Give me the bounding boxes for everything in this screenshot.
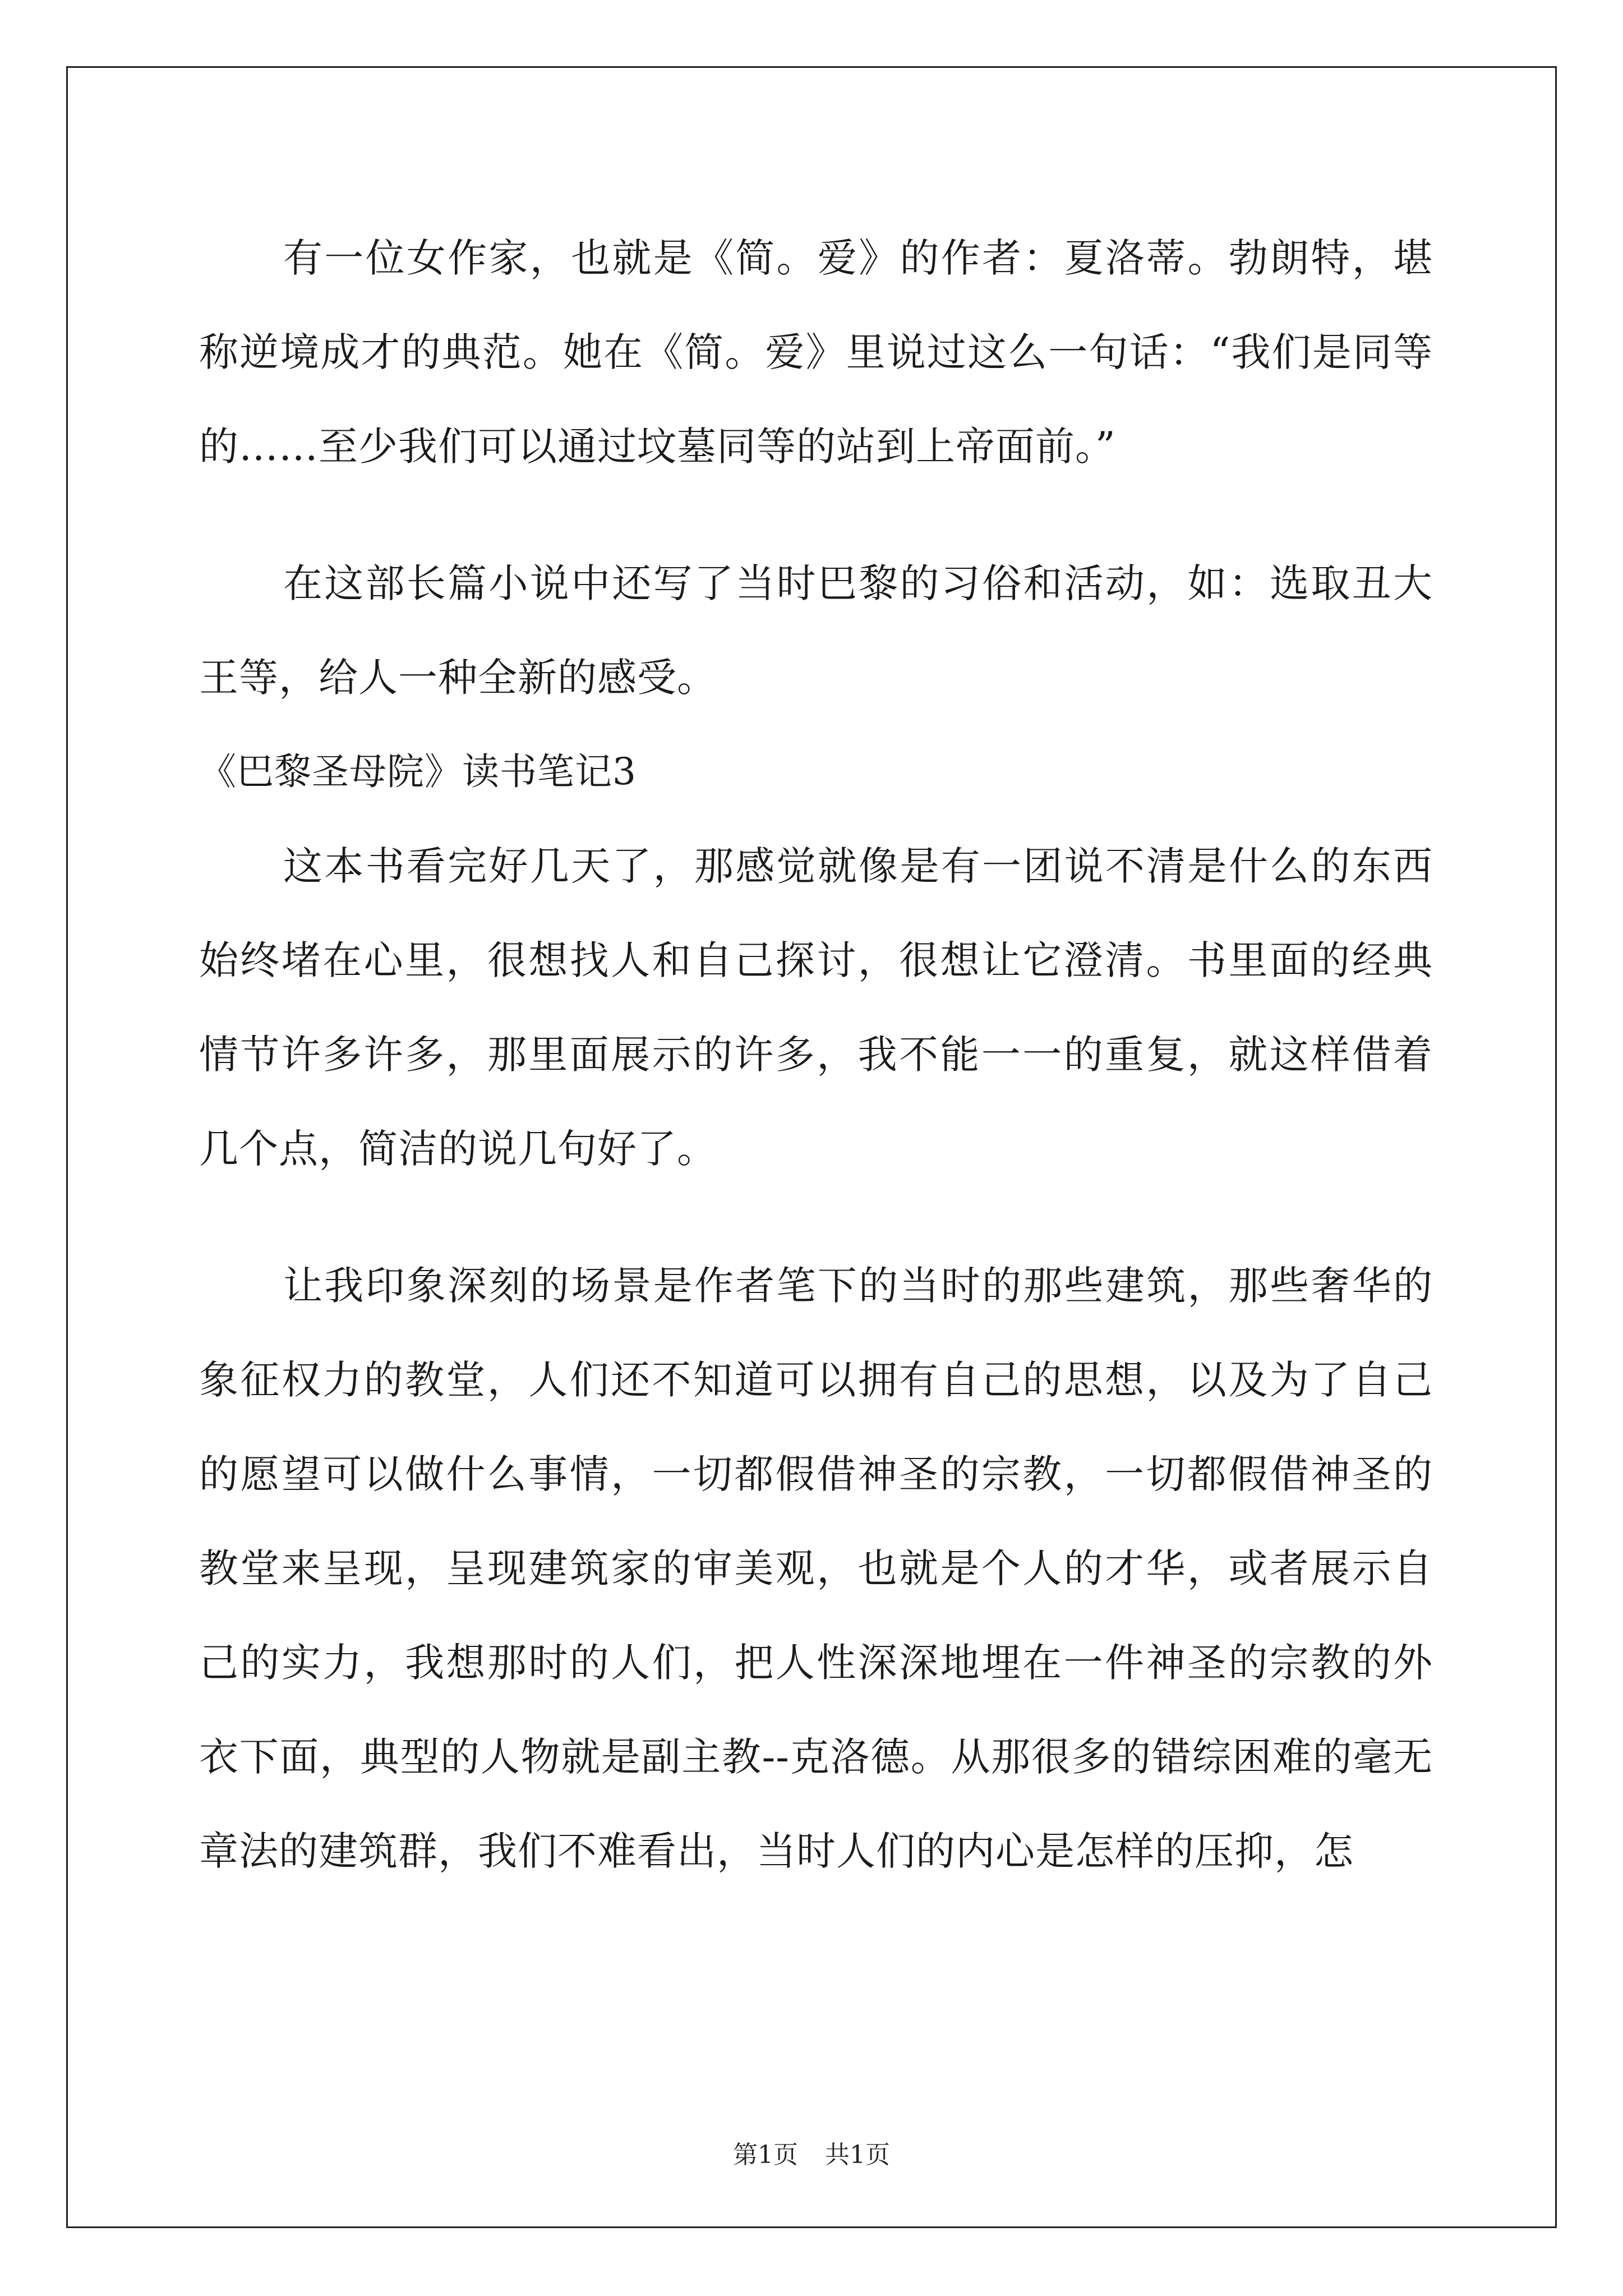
- document-body: [199, 211, 1433, 1898]
- page-total: 共1页: [825, 2141, 890, 2169]
- paragraph-charlotte-bronte: 有一位女作家，也就是《简。爱》的作者：夏洛蒂。勃朗特，堪称逆境成才的典范。她在《简。爱》里说过这么一句话：“我们是同等的……至少我们可以通过坟墓同等的站到上帝面前。”: [199, 235, 1433, 470]
- paragraph-book-impression: 这本书看完好几天了，那感觉就像是有一团说不清是什么的东西始终堵在心里，很想找人和自己探讨，很想让它澄清。书里面的经典情节许多许多，那里面展示的许多，我不能一一的重复，就这样借着几个点，简洁的说几句好了。: [199, 843, 1433, 1172]
- paragraph-architecture: 让我印象深刻的场景是作者笔下的当时的那些建筑，那些奢华的象征权力的教堂，人们还不知道可以拥有自己的思想，以及为了自己的愿望可以做什么事情，一切都假借神圣的宗教，一切都假借神圣的教堂来呈现，呈现建筑家的审美观，也就是个人的才华，或者展示自己的实力，我想那时的人们，把人性深深地埋在一件神圣的宗教的外衣下面，典型的人物就是副主教--克洛德。从那很多的错综困难的毫无章法的建筑群，我们不难看出，当时人们的内心是怎样的压抑，怎: [199, 1263, 1433, 1874]
- paragraph-paris-customs: 在这部长篇小说中还写了当时巴黎的习俗和活动，如：选取丑大王等，给人一种全新的感受。: [199, 560, 1433, 701]
- section-heading: 《巴黎圣母院》读书笔记3: [199, 750, 637, 793]
- page-footer: [0, 2138, 1623, 2172]
- page-number: 第1页: [733, 2141, 798, 2169]
